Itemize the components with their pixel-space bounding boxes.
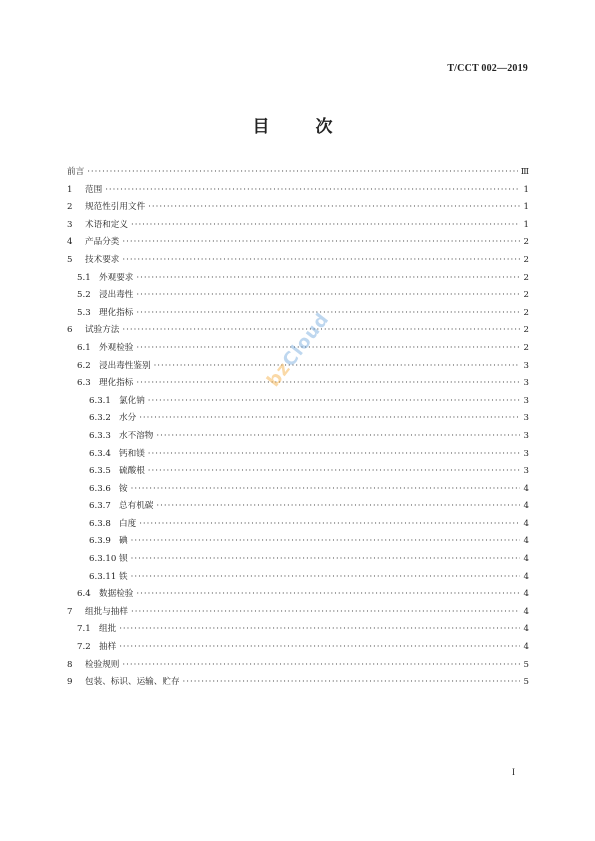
- toc-leader-dots: [131, 481, 520, 499]
- toc-leader-dots: [148, 446, 520, 464]
- toc-entry-title: 检验规则: [85, 659, 120, 670]
- toc-entry-page: 3: [523, 378, 529, 389]
- toc-entry[interactable]: [67, 551, 529, 569]
- toc-entry[interactable]: [67, 428, 529, 446]
- toc-leader-dots: [136, 340, 520, 358]
- toc-entry-number: 9: [67, 677, 73, 688]
- toc-entry-page: 5: [523, 677, 529, 688]
- toc-leader-dots: [122, 234, 520, 252]
- toc-entry-title: 白度: [119, 518, 137, 529]
- toc-entry-page: 4: [523, 624, 529, 635]
- document-code: T/CCT 002—2019: [447, 63, 528, 74]
- toc-entry-page: 1: [523, 184, 529, 195]
- toc-leader-dots: [87, 164, 518, 182]
- toc-entry[interactable]: [67, 621, 529, 639]
- toc-entry-title: 包装、标识、运输、贮存: [85, 677, 180, 688]
- toc-entry-number: 5: [67, 254, 73, 265]
- toc-entry-page: 3: [523, 448, 529, 459]
- toc-entry-title: 试验方法: [85, 325, 120, 336]
- toc-entry-page: 2: [523, 290, 529, 301]
- toc-entry-number: 6.3.5: [89, 466, 111, 477]
- toc-leader-dots: [136, 287, 520, 305]
- toc-entry-number: 4: [67, 237, 73, 248]
- toc-entry-number: 6.3.9: [89, 536, 111, 547]
- toc-entry-number: 7.2: [77, 642, 91, 653]
- toc-entry-number: 7: [67, 606, 73, 617]
- toc-entry-title: 术语和定义: [85, 219, 128, 230]
- toc-entry[interactable]: [67, 252, 529, 270]
- toc-leader-dots: [119, 621, 520, 639]
- toc-entry-page: 3: [523, 413, 529, 424]
- toc-entry-page: 3: [523, 360, 529, 371]
- toc-entry-number: 5.1: [77, 272, 91, 283]
- toc-entry-title: 钙和镁: [119, 448, 145, 459]
- toc-entry-number: 7.1: [77, 624, 91, 635]
- toc-entry[interactable]: [67, 199, 529, 217]
- table-of-contents: [67, 164, 529, 692]
- toc-entry-page: 4: [523, 606, 529, 617]
- toc-entry-number: 1: [67, 184, 73, 195]
- toc-entry[interactable]: [67, 446, 529, 464]
- toc-entry-title: 技术要求: [85, 254, 120, 265]
- toc-leader-dots: [122, 657, 520, 675]
- toc-entry-page: 4: [523, 536, 529, 547]
- toc-entry-page: 1: [523, 202, 529, 213]
- toc-entry-page: 5: [523, 659, 529, 670]
- toc-entry[interactable]: [67, 410, 529, 428]
- toc-leader-dots: [131, 533, 520, 551]
- toc-entry-number: 6.1: [77, 342, 91, 353]
- toc-entry-number: 6.3.4: [89, 448, 111, 459]
- toc-leader-dots: [119, 639, 520, 657]
- toc-entry[interactable]: [67, 463, 529, 481]
- toc-leader-dots: [156, 498, 520, 516]
- toc-entry-title: 前言: [67, 167, 85, 177]
- toc-entry-page: 3: [523, 395, 529, 406]
- toc-leader-dots: [131, 569, 520, 587]
- toc-entry-page: 2: [523, 307, 529, 318]
- toc-entry[interactable]: [67, 533, 529, 551]
- toc-entry[interactable]: [67, 569, 529, 587]
- toc-entry[interactable]: [67, 182, 529, 200]
- toc-leader-dots: [122, 252, 520, 270]
- toc-entry-number: 2: [67, 202, 73, 213]
- toc-entry-number: 6: [67, 325, 73, 336]
- toc-entry[interactable]: [67, 393, 529, 411]
- toc-entry-number: 6.3.3: [89, 430, 111, 441]
- toc-entry-page: 4: [523, 554, 529, 565]
- toc-entry-title: 总有机碳: [119, 501, 154, 512]
- toc-entry-page: 2: [523, 325, 529, 336]
- toc-leader-dots: [136, 270, 520, 288]
- toc-entry-number: 5.2: [77, 290, 91, 301]
- toc-entry[interactable]: [67, 375, 529, 393]
- toc-leader-dots: [148, 393, 520, 411]
- toc-leader-dots: [131, 604, 520, 622]
- watermark-part1: bz: [263, 358, 296, 391]
- toc-entry-title: 抽样: [99, 642, 117, 653]
- toc-entry-page: 2: [523, 254, 529, 265]
- toc-entry[interactable]: [67, 498, 529, 516]
- toc-entry-title: 理化指标: [99, 307, 134, 318]
- toc-entry-number: 6.3.8: [89, 518, 111, 529]
- toc-leader-dots: [156, 428, 520, 446]
- toc-entry-title: 铁: [119, 571, 128, 582]
- toc-entry[interactable]: [67, 674, 529, 692]
- toc-entry-title: 铵: [119, 483, 128, 494]
- toc-entry-page: 3: [523, 430, 529, 441]
- toc-entry[interactable]: [67, 639, 529, 657]
- toc-entry-number: 6.4: [77, 589, 91, 600]
- toc-entry-page: 4: [523, 589, 529, 600]
- toc-entry-page: 4: [523, 483, 529, 494]
- toc-entry-title: 钡: [119, 554, 128, 565]
- toc-entry[interactable]: [67, 657, 529, 675]
- toc-entry-number: 6.3: [77, 378, 91, 389]
- toc-leader-dots: [105, 182, 520, 200]
- toc-entry[interactable]: [67, 604, 529, 622]
- toc-entry-number: 6.3.6: [89, 483, 111, 494]
- toc-entry-title: 碘: [119, 536, 128, 547]
- toc-entry-page: 4: [523, 501, 529, 512]
- toc-entry-title: 水不溶物: [119, 430, 154, 441]
- toc-entry-page: 4: [523, 518, 529, 529]
- toc-leader-dots: [131, 551, 520, 569]
- toc-entry-title: 范围: [85, 184, 103, 195]
- toc-entry-title: 水分: [119, 413, 137, 424]
- toc-entry-number: 5.3: [77, 307, 91, 318]
- toc-entry[interactable]: [67, 516, 529, 534]
- toc-entry-page: 2: [523, 342, 529, 353]
- toc-entry[interactable]: [67, 305, 529, 323]
- toc-entry-page: Ⅲ: [520, 167, 529, 177]
- page-number: I: [512, 767, 515, 777]
- toc-leader-dots: [136, 586, 520, 604]
- toc-entry-title: 外观检验: [99, 342, 134, 353]
- toc-entry[interactable]: [67, 270, 529, 288]
- toc-entry-number: 6.3.2: [89, 413, 111, 424]
- toc-entry-number: 6.3.1: [89, 395, 111, 406]
- toc-entry-number: 6.3.11: [89, 571, 117, 582]
- toc-entry-title: 理化指标: [99, 378, 134, 389]
- toc-leader-dots: [136, 375, 520, 393]
- toc-entry-page: 4: [523, 571, 529, 582]
- toc-entry-title: 外观要求: [99, 272, 134, 283]
- toc-entry[interactable]: [67, 217, 529, 235]
- toc-entry-title: 组批与抽样: [85, 606, 128, 617]
- toc-entry-title: 硫酸根: [119, 466, 145, 477]
- toc-entry-title: 数据检验: [99, 589, 134, 600]
- page-title: 目 次: [252, 117, 353, 137]
- toc-entry-title: 组批: [99, 624, 117, 635]
- toc-leader-dots: [139, 516, 520, 534]
- toc-leader-dots: [154, 358, 520, 376]
- toc-entry-page: 4: [523, 642, 529, 653]
- toc-leader-dots: [148, 199, 520, 217]
- toc-leader-dots: [139, 410, 520, 428]
- toc-entry[interactable]: [67, 481, 529, 499]
- toc-entry-number: 8: [67, 659, 73, 670]
- toc-entry[interactable]: [67, 287, 529, 305]
- toc-entry-title: 规范性引用文件: [85, 202, 146, 213]
- toc-entry[interactable]: [67, 586, 529, 604]
- toc-entry-page: 2: [523, 272, 529, 283]
- toc-entry-number: 3: [67, 219, 73, 230]
- toc-entry-title: 产品分类: [85, 237, 120, 248]
- toc-entry-page: 1: [523, 219, 529, 230]
- watermark-part2: Cloud: [278, 308, 334, 371]
- toc-entry[interactable]: [67, 164, 529, 182]
- toc-entry-number: 6.3.7: [89, 501, 111, 512]
- toc-leader-dots: [131, 217, 520, 235]
- toc-entry-title: 浸出毒性鉴别: [99, 360, 151, 371]
- toc-entry-title: 氯化钠: [119, 395, 145, 406]
- toc-leader-dots: [183, 674, 520, 692]
- toc-entry-title: 浸出毒性: [99, 290, 134, 301]
- toc-leader-dots: [148, 463, 520, 481]
- toc-entry-number: 6.3.10: [89, 554, 117, 565]
- toc-entry[interactable]: [67, 234, 529, 252]
- toc-entry-page: 3: [523, 466, 529, 477]
- toc-entry-page: 2: [523, 237, 529, 248]
- toc-entry-number: 6.2: [77, 360, 91, 371]
